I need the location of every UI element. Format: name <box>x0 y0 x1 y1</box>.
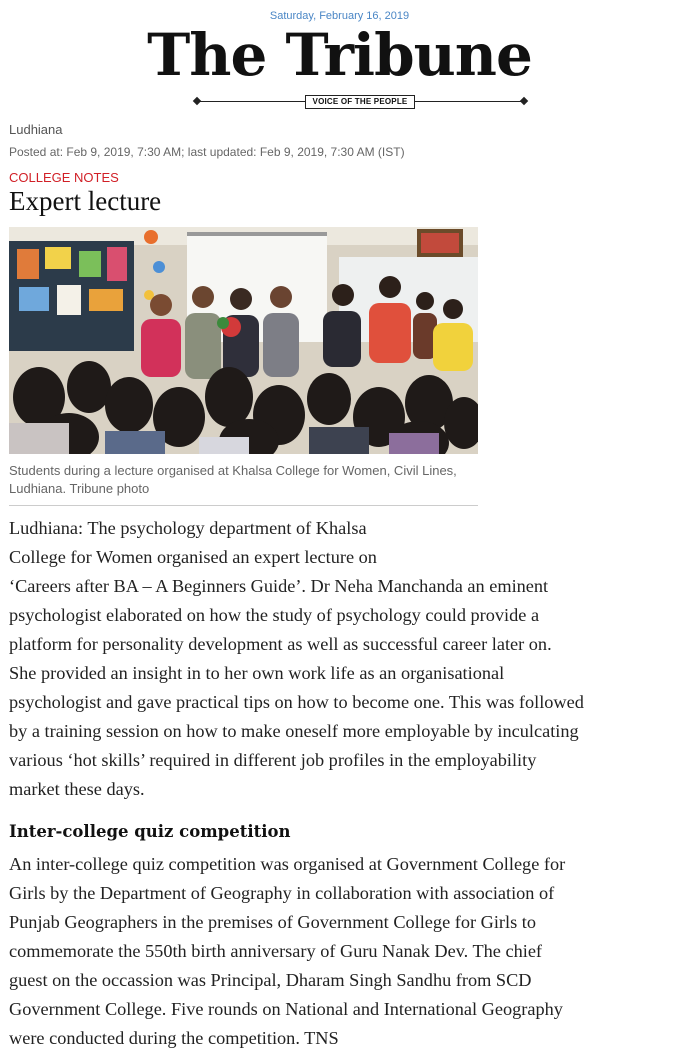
paragraph-line: by a training session on how to make oneself more employable by inculcating <box>9 721 579 741</box>
article-photo <box>9 227 478 454</box>
caption-divider <box>9 505 478 506</box>
rule-ornament-right <box>520 97 528 105</box>
paragraph-line: College for Women organised an expert lecture on <box>9 547 377 567</box>
paragraph-line: An inter-college quiz competition was organised at Government College for <box>9 854 566 874</box>
article-location: Ludhiana <box>9 122 63 137</box>
publication-date: Saturday, February 16, 2019 <box>269 10 410 22</box>
paragraph-line: various ‘hot skills’ required in different job profiles in the employability <box>9 750 537 770</box>
paragraph-line: psychologist elaborated on how the study of psychology could provide a <box>9 605 540 625</box>
paragraph-line: ‘Careers after BA – A Beginners Guide’. Dr Neha Manchanda an eminent <box>9 576 549 596</box>
paragraph-line: She provided an insight in to her own work life as an organisational <box>9 663 505 683</box>
rule-ornament-left <box>193 97 201 105</box>
masthead-tagline: VOICE OF THE PEOPLE <box>305 95 415 109</box>
photo-caption: Students during a lecture organised at Khalsa College for Women, Civil Lines, Ludhiana. Tribune photo <box>9 463 457 496</box>
paragraph-line: Ludhiana: The psychology department of Khalsa <box>9 518 367 538</box>
article-body-paragraph-2 <box>9 850 669 1053</box>
tribune-logo[interactable]: The Tribune <box>147 21 532 89</box>
paragraph-line: Punjab Geographers in the premises of Government College for Girls to <box>9 912 536 932</box>
lecture-photo-illustration <box>9 227 478 454</box>
paragraph-line: commemorate the 550th birth anniversary of Guru Nanak Dev. The chief <box>9 941 543 961</box>
paragraph-line: psychologist and gave practical tips on how to become one. This was followed <box>9 692 584 712</box>
article-body-paragraph-1 <box>9 514 669 804</box>
section-subheading: Inter-college quiz competition <box>9 822 291 841</box>
paragraph-line: platform for personality development as well as successful career later on. <box>9 634 552 654</box>
paragraph-line: Girls by the Department of Geography in collaboration with association of <box>9 883 555 903</box>
paragraph-line: Government College. Five rounds on National and International Geography <box>9 999 563 1019</box>
masthead <box>0 0 679 112</box>
article-headline: Expert lecture <box>9 186 162 216</box>
paragraph-line: guest on the occassion was Principal, Dharam Singh Sandhu from SCD <box>9 970 532 990</box>
article-timestamp: Posted at: Feb 9, 2019, 7:30 AM; last updated: Feb 9, 2019, 7:30 AM (IST) <box>9 145 405 159</box>
paragraph-line: were conducted during the competition. TNS <box>9 1028 339 1048</box>
article-category[interactable]: COLLEGE NOTES <box>9 170 119 185</box>
paragraph-line: market these days. <box>9 779 145 799</box>
